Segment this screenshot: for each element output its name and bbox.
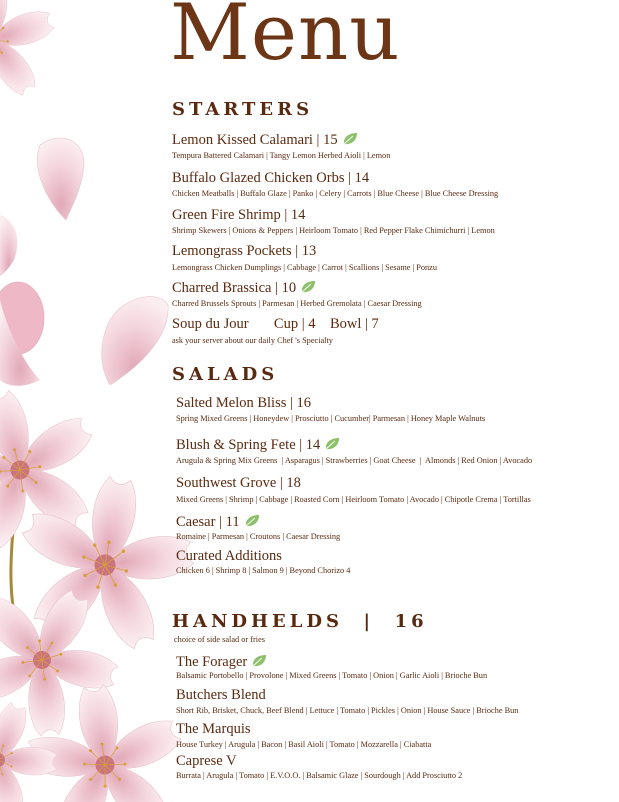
menu-item-description: Arugula & Spring Mix Greens | Asparagus | Strawberries | Goat Cheese | Almonds | Red Onion | Avocado [176, 456, 533, 465]
menu-item-name: Buffalo Glazed Chicken Orbs | 14 [172, 170, 370, 186]
menu-title: Menu [170, 0, 401, 78]
leaf-icon [342, 132, 358, 150]
menu-item-name: The Marquis [176, 721, 251, 737]
handhelds-note: choice of side salad or fries [174, 635, 265, 644]
menu-item-name: Green Fire Shrimp | 14 [172, 207, 306, 223]
menu-item-name: Lemon Kissed Calamari | 15 [172, 132, 358, 150]
menu-item-description: House Turkey | Arugula | Bacon | Basil Aioli | Tomato | Mozzarella | Ciabatta [176, 740, 432, 749]
menu-item-description: Lemongrass Chicken Dumplings | Cabbage | Carrot | Scallions | Sesame | Ponzu [172, 263, 438, 272]
menu-item-name: Butchers Blend [176, 687, 266, 703]
leaf-icon [251, 654, 267, 672]
menu-item-name: Salted Melon Bliss | 16 [176, 395, 312, 411]
menu-item-name: The Forager [176, 654, 267, 672]
menu-item-description: Romaine | Parmesan | Croutons | Caesar Dressing [176, 532, 341, 541]
menu-item-description: Chicken Meatballs | Buffalo Glaze | Panko | Celery | Carrots | Blue Cheese | Blue Cheese Dressing [172, 189, 499, 198]
section-heading-salads: SALADS [172, 364, 279, 385]
menu-item-description: Burrata | Arugula | Tomato | E.V.O.O. | Balsamic Glaze | Sourdough | Add Prosciutto 2 [176, 771, 463, 780]
section-heading-handhelds: HANDHELDS | 16 [172, 611, 428, 632]
menu-item-description: Mixed Greens | Shrimp | Cabbage | Roasted Corn | Heirloom Tomato | Avocado | Chipotle Crema | Tortillas [176, 495, 531, 504]
leaf-icon [324, 437, 340, 455]
leaf-icon [300, 280, 316, 298]
menu-item-name: Charred Brassica | 10 [172, 280, 316, 298]
menu-item-name: Soup du Jour Cup | 4 Bowl | 7 [172, 316, 379, 332]
menu-item-description: Short Rib, Brisket, Chuck, Beef Blend | Lettuce | Tomato | Pickles | Onion | House Sauce | Brioche Bun [176, 706, 519, 715]
menu-item-description: Spring Mixed Greens | Honeydew | Prosciutto | Cucumber| Parmesan | Honey Maple Walnuts [176, 414, 486, 423]
menu-item-description: Balsamic Portobello | Provolone | Mixed Greens | Tomato | Onion | Garlic Aioli | Brioche Bun [176, 671, 488, 680]
menu-item-description: ask your server about our daily Chef 's Specialty [172, 336, 333, 345]
menu-item-name: Lemongrass Pockets | 13 [172, 243, 317, 259]
menu-item-description: Shrimp Skewers | Onions & Peppers | Heirloom Tomato | Red Pepper Flake Chimichurri | Lemon [172, 226, 495, 235]
menu-item-description: Chicken 6 | Shrimp 8 | Salmon 9 | Beyond Chorizo 4 [176, 566, 351, 575]
menu-item-name: Caesar | 11 [176, 514, 260, 532]
menu-item-name: Curated Additions [176, 548, 282, 564]
section-heading-starters: STARTERS [172, 99, 314, 120]
menu-item-name: Southwest Grove | 18 [176, 475, 301, 491]
menu-item-name: Caprese V [176, 753, 237, 769]
leaf-icon [244, 514, 260, 532]
menu-item-name: Blush & Spring Fete | 14 [176, 437, 340, 455]
menu-item-description: Tempura Battered Calamari | Tangy Lemon Herbed Aioli | Lemon [172, 151, 391, 160]
menu-item-description: Charred Brussels Sprouts | Parmesan | Herbed Gremolata | Caesar Dressing [172, 299, 422, 308]
